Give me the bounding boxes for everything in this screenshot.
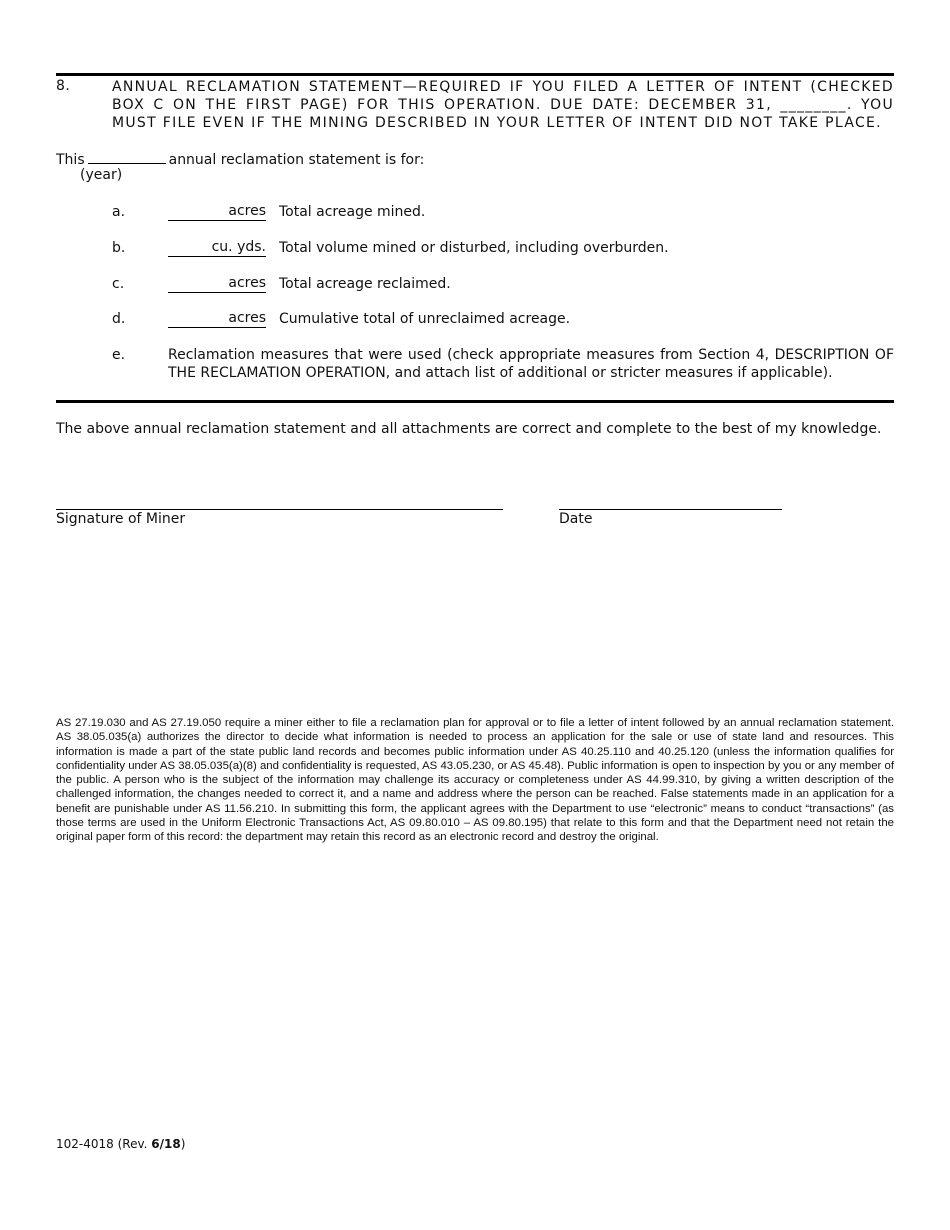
legal-notice: AS 27.19.030 and AS 27.19.050 require a miner either to file a reclamation plan for approval or to file a letter of intent followed by an annual reclamation statement. AS 38.05.035(a) authorizes the director to decide what information is needed to process an application for the sale or use of state land and resources. This information is made a part of the state public land records and becomes public information under AS 40.25.110 and 40.25.120 (unless the information qualifies for confidentiality under AS 38.05.035(a)(8) and confidentiality is requested, AS 43.05.230, or AS 45.48). Public information is open to inspection by you or any member of the public. A person who is the subject of the information may challenge its accuracy or completeness under AS 44.99.310, by giving a written description of the challenged information, the changes needed to correct it, and a name and address where the person can be reached. False statements made in an application for a benefit are punishable under AS 11.56.210. In submitting this form, the applicant agrees with the Department to use “electronic” means to conduct “transactions” (as those terms are used in the Uniform Electronic Transactions Act, AS 09.80.010 – AS 09.80.195) that relate to this form and that the Department need not retain the original paper form of this record: the department may retain this record as an electronic record and destroy the original. (56, 717, 894, 844)
section-number: 8. (56, 78, 71, 94)
item-letter: c. (112, 276, 125, 292)
form-number-footer (56, 1137, 185, 1151)
form-number: 102-4018 (Rev. (56, 1137, 152, 1151)
statement-prefix: This (56, 152, 85, 168)
signature-field[interactable] (56, 509, 503, 510)
middle-divider (56, 400, 894, 403)
item-description: Total acreage reclaimed. (279, 276, 451, 292)
item-letter: a. (112, 204, 126, 220)
item-letter: b. (112, 240, 126, 256)
item-letter: d. (112, 311, 126, 327)
date-field[interactable] (559, 509, 782, 510)
item-description: Cumulative total of unreclaimed acreage. (279, 311, 571, 327)
acres-mined-field[interactable]: acres (168, 203, 266, 221)
certification-statement: The above annual reclamation statement and all attachments are correct and complete to the best of my knowledge. (56, 421, 882, 437)
item-description: Total acreage mined. (279, 204, 426, 220)
date-label: Date (559, 511, 593, 527)
acres-reclaimed-field[interactable]: acres (168, 275, 266, 293)
item-letter: e. (112, 347, 126, 363)
signature-label: Signature of Miner (56, 511, 186, 527)
year-field[interactable] (88, 149, 166, 164)
item-description: Reclamation measures that were used (check appropriate measures from Section 4, DESCRIPTION OF THE RECLAMATION OPERATION, and attach list of additional or stricter measures if applicable). (168, 347, 894, 381)
year-caption: (year) (80, 167, 123, 183)
statement-suffix: annual reclamation statement is for: (168, 152, 425, 168)
volume-mined-field[interactable]: cu. yds. (168, 239, 266, 257)
item-description: Total volume mined or disturbed, including overburden. (279, 240, 669, 256)
statement-year-line (56, 149, 424, 168)
unreclaimed-acres-field[interactable]: acres (168, 310, 266, 328)
form-revision: 6/18 (151, 1137, 181, 1151)
top-divider (56, 73, 894, 76)
section-heading: ANNUAL RECLAMATION STATEMENT—REQUIRED IF YOU FILED A LETTER OF INTENT (CHECKED BOX C ON THE FIRST PAGE) FOR THIS OPERATION. DUE DATE: DECEMBER 31, ________. YOU MUST FILE EVEN IF THE MINING DESCRIBED IN YOUR LETTER OF INTENT DID NOT TAKE PLACE. (112, 79, 894, 131)
form-number-close: ) (180, 1137, 186, 1151)
